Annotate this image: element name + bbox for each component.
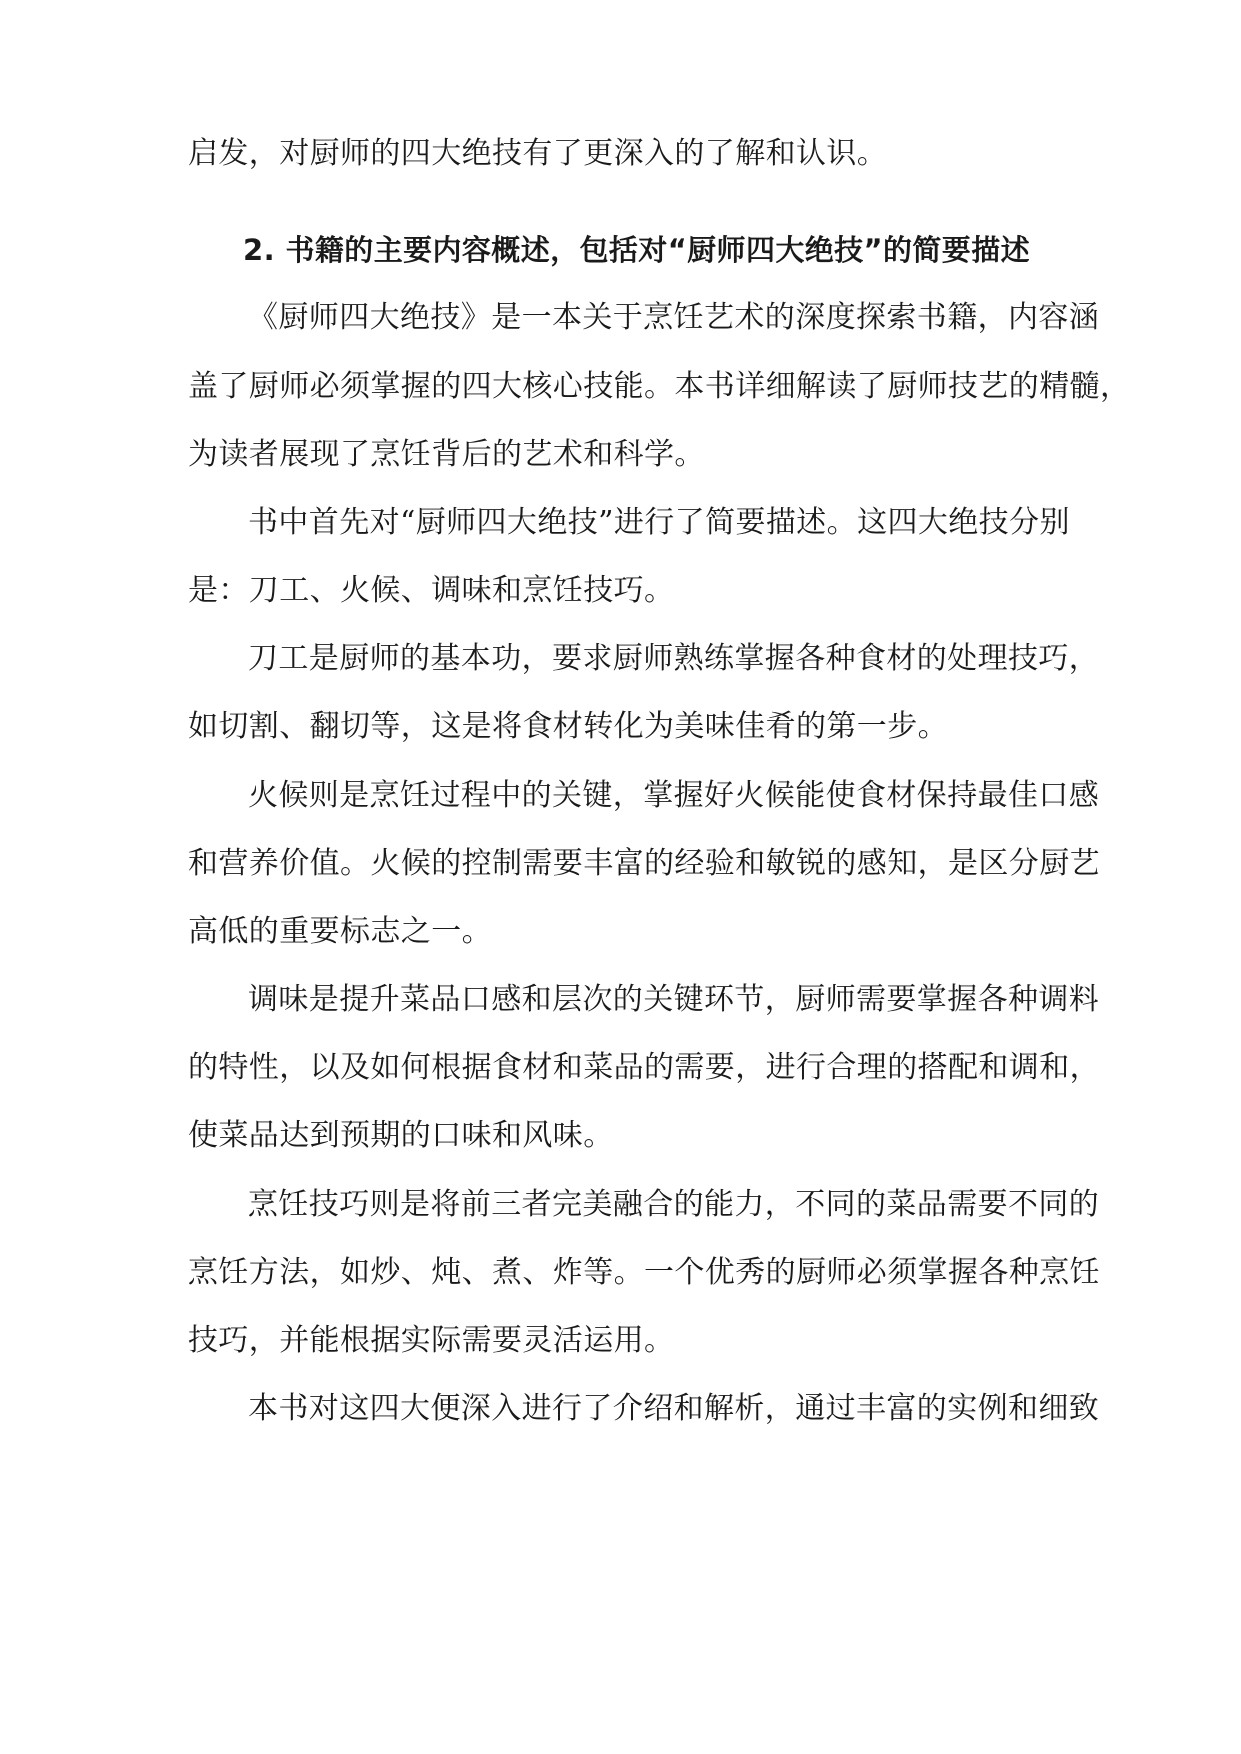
paragraph-line: 刀工是厨师的基本功，要求厨师熟练掌握各种食材的处理技巧， <box>248 641 1100 676</box>
paragraph-line: 启发，对厨师的四大绝技有了更深入的了解和认识。 <box>188 136 888 171</box>
paragraph-line: 和营养价值。火候的控制需要丰富的经验和敏锐的感知，是区分厨艺 <box>188 846 1100 881</box>
paragraph-line: 烹饪方法，如炒、炖、煮、炸等。一个优秀的厨师必须掌握各种烹饪 <box>188 1255 1100 1290</box>
paragraph-line: 使菜品达到预期的口味和风味。 <box>188 1118 614 1153</box>
paragraph-line: 为读者展现了烹饪背后的艺术和科学。 <box>188 437 705 472</box>
paragraph-line: 书中首先对“厨师四大绝技”进行了简要描述。这四大绝技分别 <box>248 505 1070 540</box>
paragraph-line: 的特性，以及如何根据食材和菜品的需要，进行合理的搭配和调和， <box>188 1050 1100 1085</box>
paragraph-line: 火候则是烹饪过程中的关键，掌握好火候能使食材保持最佳口感 <box>248 778 1100 813</box>
paragraph-line: 《厨师四大绝技》是一本关于烹饪艺术的深度探索书籍，内容涵 <box>248 300 1100 335</box>
paragraph-line: 技巧，并能根据实际需要灵活运用。 <box>188 1323 675 1358</box>
section-heading: 2. 书籍的主要内容概述，包括对“厨师四大绝技”的简要描述 <box>243 233 1031 267</box>
paragraph-line: 烹饪技巧则是将前三者完美融合的能力，不同的菜品需要不同的 <box>248 1187 1100 1222</box>
paragraph-line: 如切割、翻切等，这是将食材转化为美味佳肴的第一步。 <box>188 709 948 744</box>
paragraph-line: 高低的重要标志之一。 <box>188 914 492 949</box>
paragraph-line: 调味是提升菜品口感和层次的关键环节，厨师需要掌握各种调料 <box>248 982 1100 1017</box>
paragraph-line: 是：刀工、火候、调味和烹饪技巧。 <box>188 573 675 608</box>
paragraph-line: 盖了厨师必须掌握的四大核心技能。本书详细解读了厨师技艺的精髓， <box>188 369 1131 404</box>
paragraph-line: 本书对这四大便深入进行了介绍和解析，通过丰富的实例和细致 <box>248 1391 1100 1426</box>
